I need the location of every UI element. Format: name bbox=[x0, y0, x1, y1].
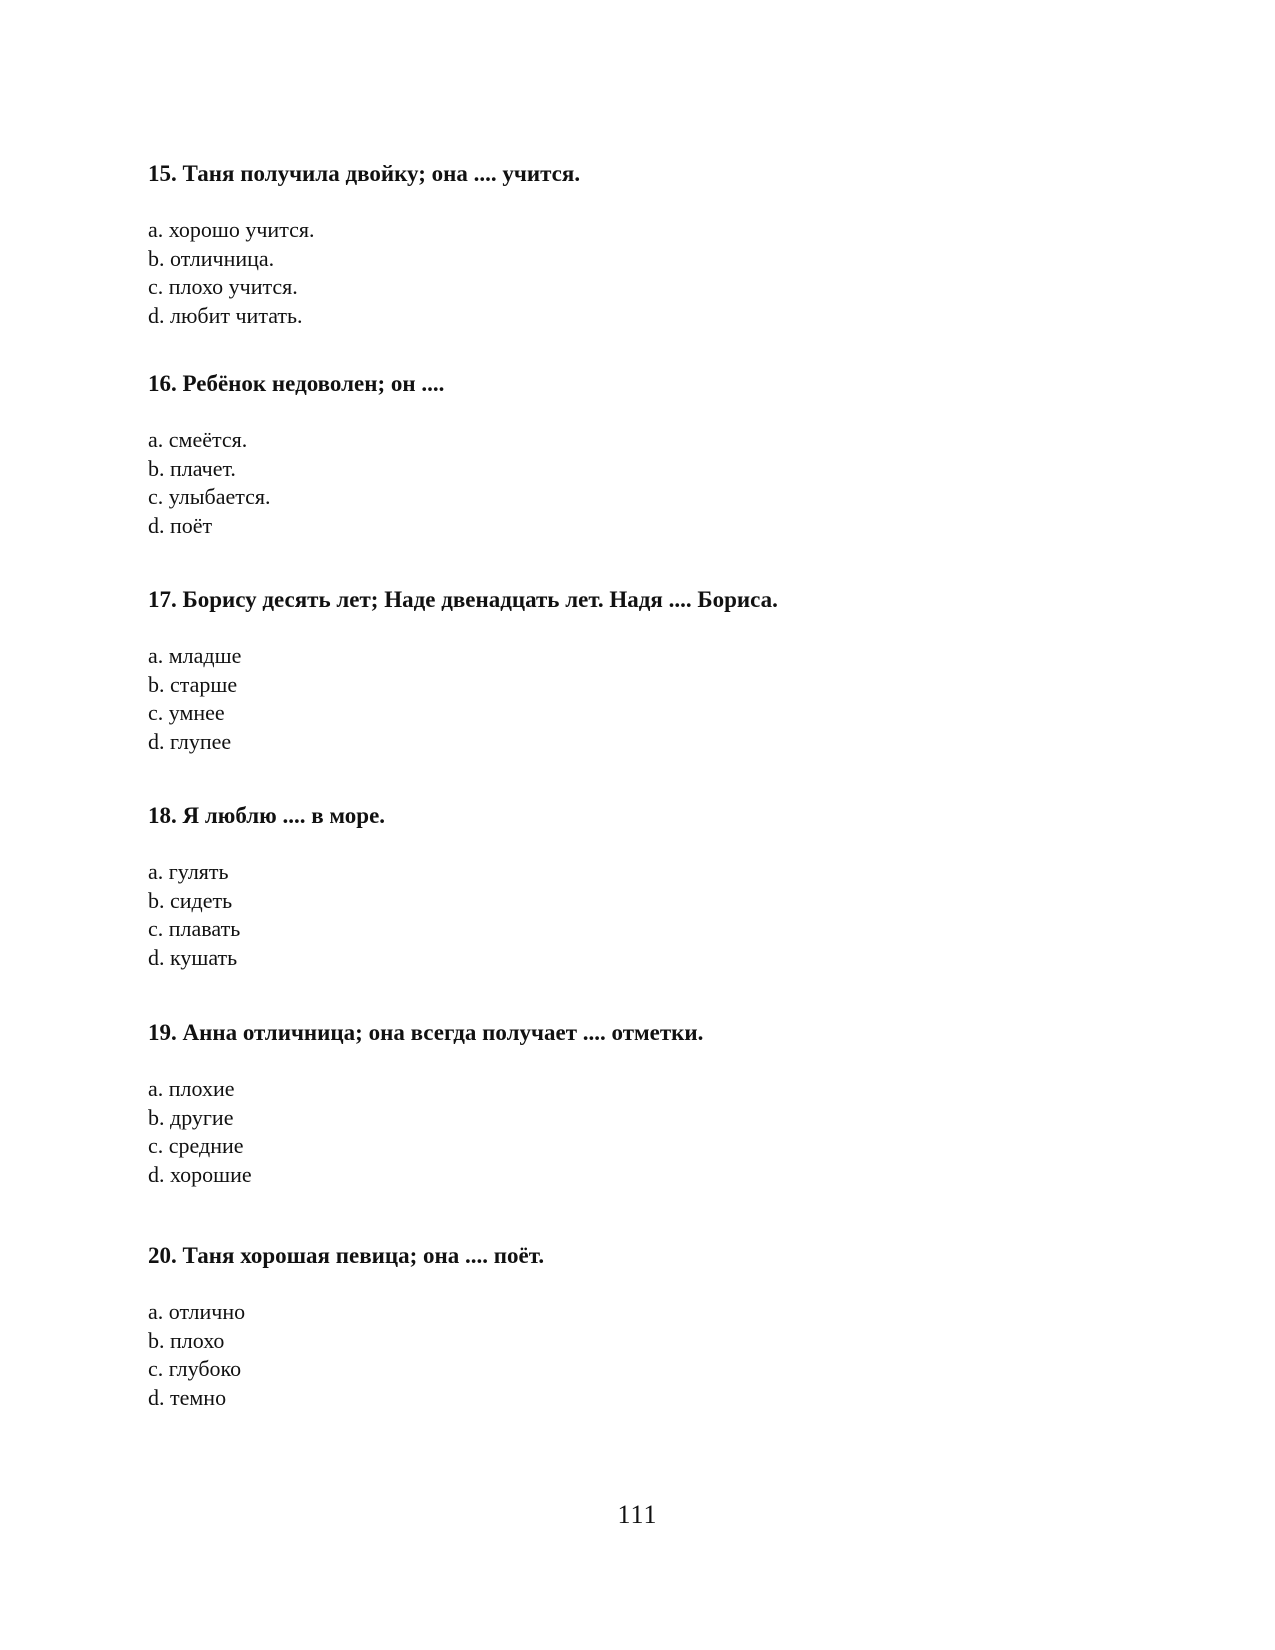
option-c: c. улыбается. bbox=[148, 484, 271, 509]
question-prompt: 20. Таня хорошая певица; она .... поёт. bbox=[148, 1243, 545, 1268]
option-b: b. другие bbox=[148, 1104, 234, 1130]
option-a: a. смеётся. bbox=[148, 427, 248, 452]
question-15 bbox=[148, 160, 1148, 330]
option-a: a. хорошо учится. bbox=[148, 217, 315, 242]
option-c: c. средние bbox=[148, 1133, 244, 1158]
question-prompt: 19. Анна отличница; она всегда получает .... отметки. bbox=[148, 1020, 704, 1045]
option-a: a. плохие bbox=[148, 1076, 235, 1101]
question-prompt: 18. Я люблю .... в море. bbox=[148, 803, 386, 828]
question-prompt: 15. Таня получила двойку; она .... учится. bbox=[148, 161, 581, 186]
question-20 bbox=[148, 1242, 1148, 1412]
option-a: a. гулять bbox=[148, 859, 229, 884]
option-c: c. умнее bbox=[148, 700, 225, 725]
option-list bbox=[148, 426, 1148, 540]
question-18 bbox=[148, 802, 1148, 972]
option-list bbox=[148, 642, 1148, 756]
option-d: d. поёт bbox=[148, 512, 213, 538]
option-d: d. хорошие bbox=[148, 1161, 252, 1187]
option-a: a. отлично bbox=[148, 1299, 246, 1324]
option-d: d. темно bbox=[148, 1384, 227, 1410]
option-list bbox=[148, 858, 1148, 972]
question-19 bbox=[148, 1019, 1148, 1189]
option-b: b. старше bbox=[148, 671, 238, 697]
option-list bbox=[148, 216, 1148, 330]
option-a: a. младше bbox=[148, 643, 242, 668]
option-c: c. плавать bbox=[148, 916, 241, 941]
option-b: b. плохо bbox=[148, 1327, 225, 1353]
option-c: c. плохо учится. bbox=[148, 274, 298, 299]
option-b: b. сидеть bbox=[148, 887, 233, 913]
option-list bbox=[148, 1075, 1148, 1189]
option-d: d. кушать bbox=[148, 944, 238, 970]
option-d: d. глупее bbox=[148, 728, 232, 754]
option-b: b. плачет. bbox=[148, 455, 236, 481]
question-16 bbox=[148, 370, 1148, 540]
question-17 bbox=[148, 586, 1148, 756]
option-d: d. любит читать. bbox=[148, 302, 303, 328]
option-b: b. отличница. bbox=[148, 245, 275, 271]
page-number: 111 bbox=[617, 1500, 658, 1529]
question-prompt: 16. Ребёнок недоволен; он .... bbox=[148, 371, 445, 396]
option-c: c. глубоко bbox=[148, 1356, 242, 1381]
question-prompt: 17. Борису десять лет; Наде двенадцать лет. Надя .... Бориса. bbox=[148, 587, 778, 612]
option-list bbox=[148, 1298, 1148, 1412]
